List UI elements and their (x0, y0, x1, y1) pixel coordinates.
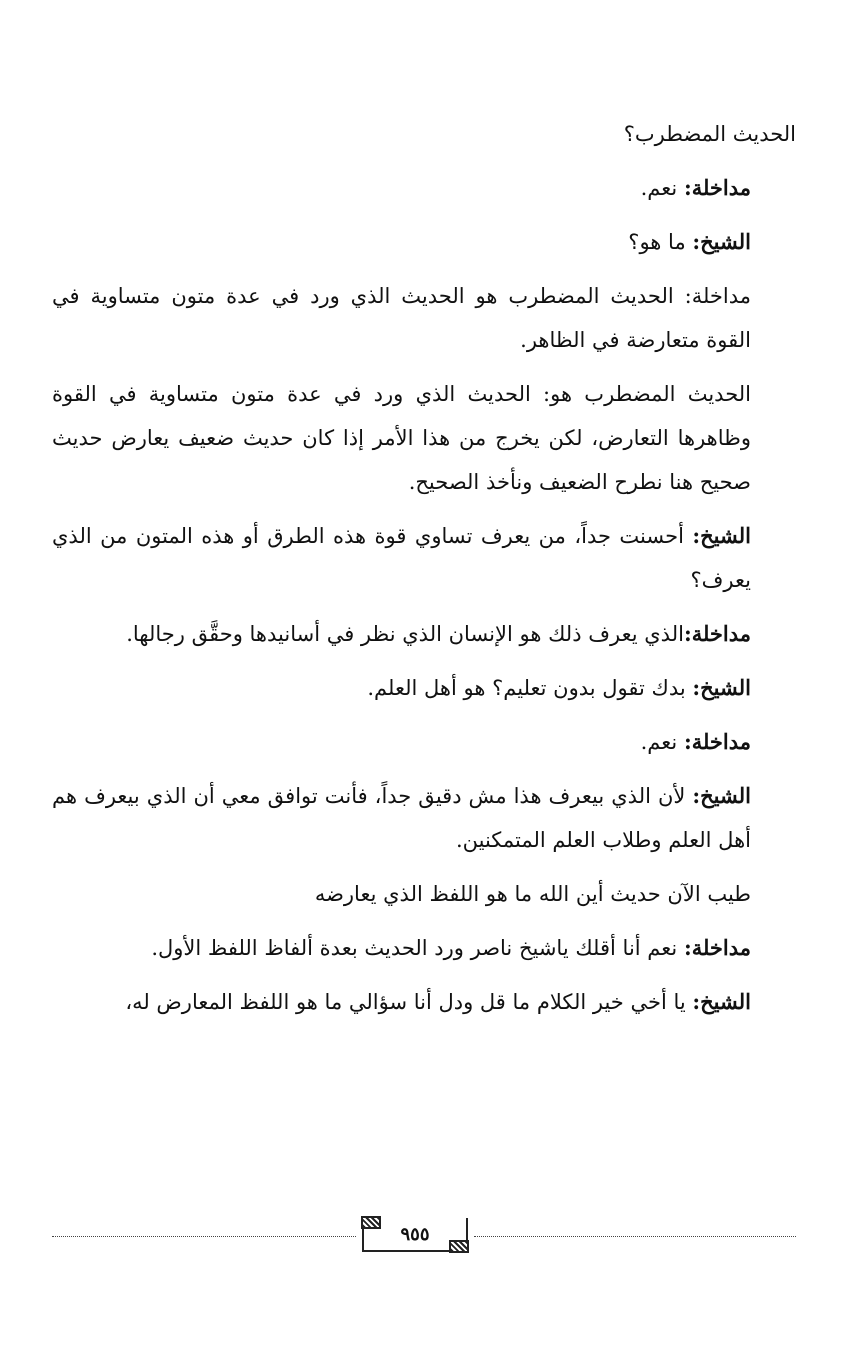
paragraph (52, 926, 796, 970)
page-number: ٩٥٥ (400, 1224, 430, 1245)
paragraph-text: يا أخي خير الكلام ما قل ودل أنا سؤالي ما هو اللفظ المعارض له، (125, 990, 693, 1014)
paragraph (52, 372, 796, 504)
paragraph-text: بدك تقول بدون تعليم؟ هو أهل العلم. (367, 676, 693, 700)
paragraph (52, 514, 796, 602)
page-footer (52, 1216, 796, 1256)
paragraph-text: طيب الآن حديث أين الله ما هو اللفظ الذي يعارضه (314, 882, 751, 906)
paragraph (52, 220, 796, 264)
paragraph-text: مداخلة: الحديث المضطرب هو الحديث الذي ورد في عدة متون متساوية في القوة متعارضة في الظاهر. (52, 284, 751, 352)
speaker-label: مداخلة: (683, 729, 751, 754)
paragraph-text: الذي يعرف ذلك هو الإنسان الذي نظر في أسانيدها وحقَّق رجالها. (126, 622, 684, 646)
paragraph (52, 872, 796, 916)
speaker-label: الشيخ: (692, 675, 751, 700)
paragraph (52, 774, 796, 862)
footer-rule-left (52, 1236, 356, 1237)
speaker-label: الشيخ: (692, 523, 751, 548)
speaker-label: الشيخ: (692, 783, 751, 808)
paragraph (52, 720, 796, 764)
speaker-label: مداخلة: (683, 175, 751, 200)
page-number-frame (362, 1218, 468, 1252)
paragraph (52, 980, 796, 1024)
speaker-label: الشيخ: (692, 989, 751, 1014)
paragraph-text: أحسنت جداً، من يعرف تساوي قوة هذه الطرق أو هذه المتون من الذي يعرف؟ (52, 524, 751, 592)
paragraph (52, 166, 796, 210)
paragraph (52, 274, 796, 362)
paragraph-text: نعم أنا أقلك ياشيخ ناصر ورد الحديث بعدة ألفاظ اللفظ الأول. (151, 936, 684, 960)
paragraph (52, 666, 796, 710)
paragraph-text: الحديث المضطرب؟ (623, 122, 796, 146)
paragraph-text: لأن الذي بيعرف هذا مش دقيق جداً، فأنت توافق معي أن الذي بيعرف هم أهل العلم وطلاب العلم المتمكنين. (52, 784, 751, 852)
paragraph-text: نعم. (640, 176, 684, 200)
paragraph-text: نعم. (640, 730, 684, 754)
footer-rule-right (474, 1236, 796, 1237)
paragraph (52, 112, 796, 156)
speaker-label: مداخلة: (683, 621, 751, 646)
speaker-label: الشيخ: (692, 229, 751, 254)
paragraph-text: ما هو؟ (628, 230, 693, 254)
paragraph (52, 612, 796, 656)
speaker-label: مداخلة: (683, 935, 751, 960)
page-body (52, 112, 796, 1034)
paragraph-text: الحديث المضطرب هو: الحديث الذي ورد في عدة متون متساوية في القوة وظاهرها التعارض، لكن يخرج من هذا الأمر إذا كان حديث ضعيف يعارض حديث صحيح هنا نطرح الضعيف ونأخذ الصحيح. (52, 382, 751, 494)
